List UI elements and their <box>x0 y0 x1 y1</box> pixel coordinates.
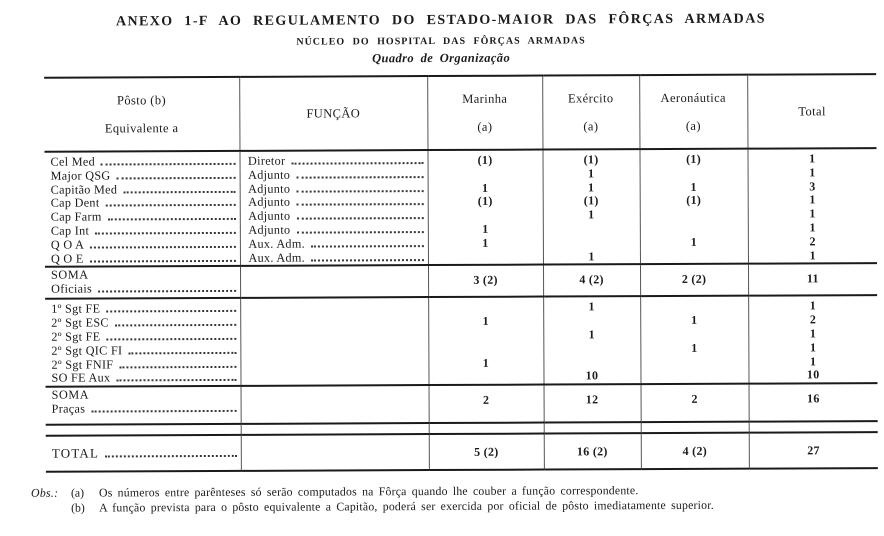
dotted-leader <box>98 290 236 293</box>
funcao-cell <box>240 237 428 252</box>
marinha-value-cell <box>428 167 543 181</box>
funcao-cell <box>240 209 428 224</box>
dotted-leader <box>101 163 235 166</box>
aeronautica-value-cell <box>640 222 748 236</box>
aeronautica-header-note: (a) <box>685 118 701 133</box>
funcao-cell <box>240 329 428 344</box>
dotted-leader <box>106 338 235 341</box>
pracas-section <box>45 295 877 386</box>
funcao-cell-label: Adjunto <box>248 167 291 182</box>
funcao-cell <box>240 370 428 386</box>
funcao-cell <box>240 297 428 316</box>
header-row <box>44 74 876 152</box>
col-header-aeronautica <box>639 75 747 149</box>
page-caption: Quadro de Organização <box>372 50 511 66</box>
funcao-cell-empty <box>240 265 428 298</box>
exercito-value-cell: (1) <box>542 149 639 167</box>
exercito-value-cell: 1 <box>543 250 640 265</box>
aeronautica-value-cell <box>640 208 748 222</box>
dotted-leader <box>105 455 236 458</box>
funcao-cell-label: Aux. Adm. <box>248 236 305 251</box>
soma-sublabel: Praças <box>51 401 86 416</box>
posto-cell <box>45 196 240 211</box>
total-value-cell: 1 <box>809 151 816 166</box>
funcao-cell <box>240 195 428 210</box>
footnote-a-text: Os números entre parênteses só serão computados na Fôrça quando lhe couber a função correspondente. <box>98 483 639 500</box>
posto-cell-label: Cap Dent <box>50 195 100 211</box>
dotted-leader <box>106 204 236 207</box>
total-value-cell: 1 <box>809 298 817 313</box>
posto-cell-label: 2º Sgt FNIF <box>51 356 114 372</box>
soma-label: SOMA <box>51 267 89 283</box>
posto-cell-label: Cel Med <box>50 154 95 169</box>
organization-table <box>44 73 878 473</box>
dotted-leader <box>296 203 423 206</box>
marinha-header-label: Marinha <box>462 91 508 106</box>
funcao-cell <box>240 343 428 358</box>
posto-cell <box>45 182 240 197</box>
total-value-cell: 1 <box>809 165 816 180</box>
exercito-value-cell: 10 <box>543 369 640 384</box>
exercito-value-cell <box>543 342 640 356</box>
posto-cell <box>45 371 240 387</box>
posto-cell <box>45 224 240 239</box>
page-title: ANEXO 1-F AO REGULAMENTO DO ESTADO-MAIOR DAS FÔRÇAS ARMADAS <box>115 11 766 30</box>
grand-total-row <box>46 432 878 472</box>
footnote-b-marker: (b) <box>71 500 85 515</box>
soma-pracas-total: 16 <box>749 383 878 422</box>
col-header-funcao <box>239 76 427 151</box>
marinha-value-cell <box>428 297 543 315</box>
dotted-leader <box>296 231 423 234</box>
document-header <box>0 0 883 68</box>
total-value-cell: 1 <box>809 220 816 235</box>
soma-oficiais-aeronautica: 2 (2) <box>640 264 748 296</box>
dotted-leader <box>296 217 423 220</box>
aeronautica-value-cell: (1) <box>640 194 748 208</box>
dotted-leader <box>115 324 236 327</box>
aeronautica-value-cell <box>640 328 748 342</box>
exercito-value-cell: 1 <box>543 297 640 315</box>
aeronautica-value-cell: 1 <box>640 235 748 249</box>
total-value-cell: 1 <box>809 326 817 341</box>
funcao-cell <box>240 251 428 267</box>
aeronautica-value-cell <box>640 296 748 314</box>
col-header-posto <box>44 77 239 152</box>
dotted-leader <box>117 177 236 180</box>
marinha-value-cell: 1 <box>428 315 543 329</box>
posto-cell <box>45 344 240 359</box>
exercito-value-cell <box>543 222 640 236</box>
total-value-cell: 1 <box>809 353 817 368</box>
posto-header-line2: Equivalente a <box>104 120 179 135</box>
total-value-cell: 1 <box>809 206 816 221</box>
posto-cell <box>45 210 240 225</box>
grand-total-label: TOTAL <box>51 445 100 461</box>
posto-cell-label: Q O A <box>50 237 85 252</box>
exercito-value-cell: 1 <box>543 181 640 195</box>
marinha-value-cell: 1 <box>428 181 543 195</box>
dotted-leader <box>123 190 235 192</box>
posto-cell-label: Q O E <box>50 251 84 266</box>
footnotes <box>31 482 869 515</box>
posto-cell <box>44 151 239 170</box>
funcao-cell <box>240 315 428 330</box>
dotted-leader <box>296 190 423 193</box>
total-header-label: Total <box>798 103 826 118</box>
funcao-cell <box>240 168 428 183</box>
posto-cell <box>45 169 240 184</box>
grand-total-total: 27 <box>749 432 878 469</box>
dotted-leader <box>311 245 423 247</box>
total-value-cell: 2 <box>809 234 816 249</box>
exercito-value-cell: 1 <box>543 167 640 181</box>
exercito-value-cell <box>543 236 640 250</box>
funcao-cell-label: Adjunto <box>248 181 291 196</box>
funcao-cell <box>240 223 428 238</box>
soma-pracas-row <box>46 383 878 425</box>
dotted-leader <box>95 232 235 235</box>
dotted-leader <box>119 365 236 368</box>
grand-total-label-cell <box>46 435 241 472</box>
posto-cell-label: 2º Sgt QIC FI <box>51 343 123 358</box>
posto-cell <box>45 298 240 317</box>
marinha-value-cell: 1 <box>428 223 543 237</box>
posto-cell-label: Major QSG <box>50 168 111 183</box>
soma-oficiais-exercito: 4 (2) <box>543 265 640 297</box>
dotted-leader <box>106 310 235 313</box>
marinha-value-cell: 1 <box>428 356 543 370</box>
dotted-leader <box>90 259 236 262</box>
footnote-b-text: A função prevista para o pôsto equivalente a Capitão, poderá ser exercida por oficial de pôsto imediatamente superior. <box>99 497 714 515</box>
grand-total-aeronautica: 4 (2) <box>641 433 749 469</box>
soma-oficiais-section <box>45 263 877 299</box>
soma-pracas-section <box>46 383 878 472</box>
footnote-b <box>31 497 869 515</box>
funcao-cell-label: Adjunto <box>248 208 291 224</box>
posto-cell-label: Cap Int <box>50 223 90 238</box>
aeronautica-value-cell <box>640 369 748 384</box>
dotted-leader <box>91 410 236 413</box>
dotted-leader <box>128 352 236 354</box>
marinha-value-cell <box>428 329 543 343</box>
total-value-cell: 3 <box>809 178 816 193</box>
total-value-cell: 10 <box>806 367 820 382</box>
obs-label: Obs.: <box>30 485 59 500</box>
dotted-leader <box>296 176 423 179</box>
aeronautica-value-cell: (1) <box>639 149 747 167</box>
total-value-cell: 1 <box>809 247 816 262</box>
aeronautica-value-cell: 1 <box>640 314 748 328</box>
posto-cell <box>45 316 240 331</box>
exercito-value-cell: 1 <box>543 328 640 342</box>
posto-cell <box>45 330 240 345</box>
dotted-leader <box>108 218 236 221</box>
posto-cell-label: 1º Sgt FE <box>51 301 101 317</box>
posto-cell <box>45 251 240 267</box>
funcao-header-label: FUNÇÃO <box>306 105 361 121</box>
total-value-cell: 2 <box>809 312 817 327</box>
grand-total-exercito: 16 (2) <box>544 433 641 469</box>
soma-pracas-label-cell <box>46 386 241 425</box>
posto-cell-label: 2º Sgt ESC <box>51 315 109 330</box>
funcao-cell <box>240 182 428 197</box>
exercito-header-note: (a) <box>583 118 599 133</box>
marinha-value-cell <box>428 342 543 356</box>
marinha-header-note: (a) <box>477 119 493 134</box>
grand-total-marinha: 5 (2) <box>429 434 544 471</box>
funcao-cell-label: Adjunto <box>248 195 291 210</box>
dotted-leader <box>311 259 423 261</box>
soma-oficiais-label-cell <box>45 266 240 299</box>
marinha-value-cell: 1 <box>428 236 543 250</box>
aeronautica-value-cell <box>640 166 748 180</box>
dotted-leader <box>90 246 235 249</box>
marinha-value-cell <box>428 370 543 385</box>
soma-label: SOMA <box>51 387 90 402</box>
posto-cell-label: 2º Sgt FE <box>51 329 101 344</box>
posto-header-line1: Pôsto (b) <box>116 92 167 107</box>
soma-pracas-aeronautica: 2 <box>641 384 749 422</box>
soma-pracas-marinha: 2 <box>429 385 544 424</box>
funcao-cell <box>240 357 428 372</box>
aeronautica-value-cell <box>640 249 748 264</box>
exercito-value-cell: 1 <box>543 208 640 222</box>
funcao-cell-label: Aux. Adm. <box>248 250 306 265</box>
posto-cell-label: SO FE Aux <box>51 370 111 386</box>
funcao-cell-empty <box>241 385 429 424</box>
marinha-value-cell: (1) <box>428 195 543 209</box>
posto-cell <box>45 238 240 253</box>
marinha-value-cell <box>428 250 543 265</box>
aeronautica-header-label: Aeronáutica <box>660 90 727 105</box>
footnote-a-marker: (a) <box>70 485 85 500</box>
funcao-cell-label: Diretor <box>248 153 286 168</box>
posto-cell-label: Cap Farm <box>50 209 102 224</box>
exercito-header-label: Exército <box>567 90 614 105</box>
soma-sublabel: Oficiais <box>51 281 93 296</box>
col-header-total <box>747 74 876 149</box>
soma-oficiais-row <box>45 263 877 299</box>
dotted-leader <box>291 162 423 165</box>
funcao-cell <box>239 150 427 169</box>
aeronautica-value-cell: 1 <box>640 180 748 194</box>
soma-pracas-exercito: 12 <box>544 384 641 422</box>
aeronautica-value-cell: 1 <box>640 341 748 355</box>
aeronautica-value-cell <box>640 355 748 369</box>
funcao-cell-empty <box>241 434 429 471</box>
officers-section <box>44 148 876 267</box>
dotted-leader <box>116 379 236 382</box>
soma-oficiais-marinha: 3 (2) <box>428 265 543 298</box>
col-header-exercito <box>542 75 639 149</box>
soma-oficiais-total: 11 <box>748 263 877 296</box>
table-header <box>44 74 876 152</box>
total-value-cell: 1 <box>809 340 817 355</box>
page-subtitle: NÚCLEO DO HOSPITAL DAS FÔRÇAS ARMADAS <box>296 35 586 48</box>
marinha-value-cell: (1) <box>427 150 542 168</box>
funcao-cell-label: Adjunto <box>248 222 291 237</box>
posto-cell <box>45 357 240 372</box>
exercito-value-cell: (1) <box>543 195 640 209</box>
posto-cell-label: Capitão Med <box>50 182 118 197</box>
total-value-cell: 1 <box>809 192 816 207</box>
col-header-marinha <box>427 76 542 151</box>
